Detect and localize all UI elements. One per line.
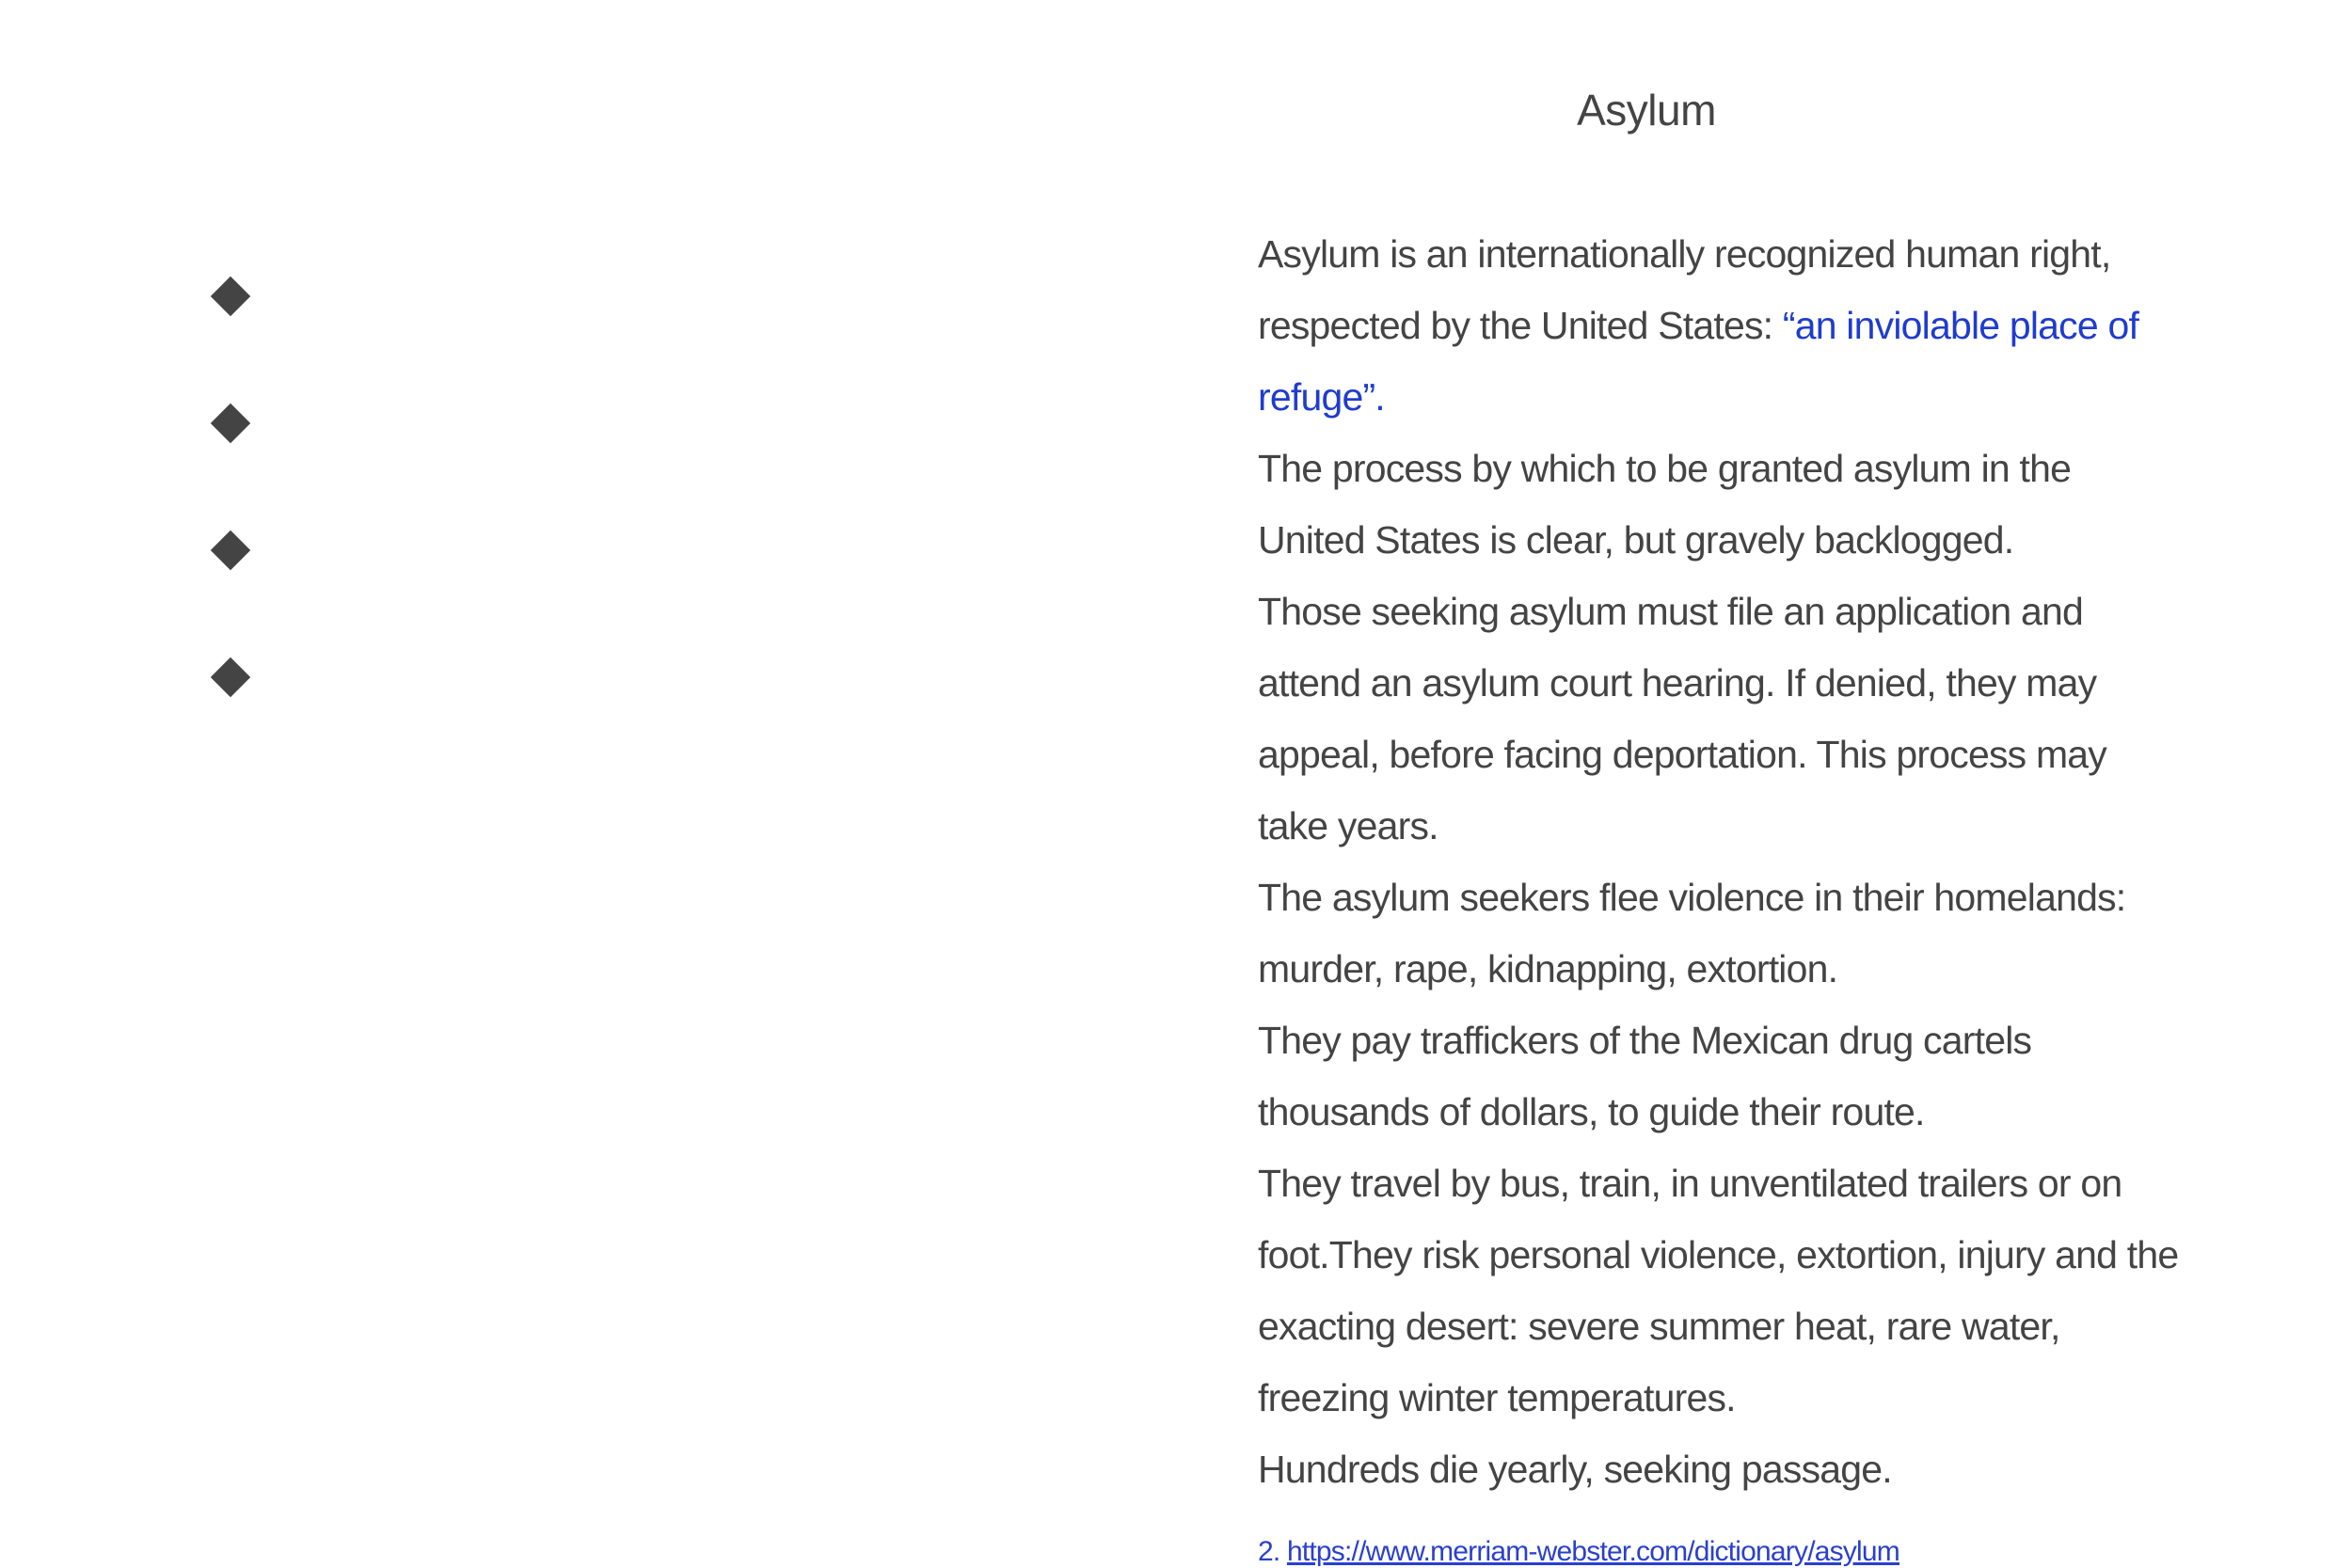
paragraph-application: Those seeking asylum must file an application and attend an asylum court hearing. If denied, they may appeal, before facing deportation. This process may take years. — [1258, 590, 2107, 847]
definition-quote: “an inviolable place of refuge”. — [1258, 304, 2139, 419]
paragraph-violence: The asylum seekers flee violence in their homelands: murder, rape, kidnapping, extortion. — [1258, 876, 2126, 990]
footnote-link[interactable]: https://www.merriam-webster.com/dictionary/asylum — [1286, 1536, 1899, 1567]
paragraph-process: The process by which to be granted asylum in the United States is clear, but gravely backlogged. — [1258, 447, 2072, 562]
diamond-bullet-icon — [211, 404, 250, 443]
paragraph-travel: They travel by bus, train, in unventilated trailers or on foot.They risk personal violence, extortion, injury and the exacting desert: severe summer heat, rare water, freezing winter temperatures. — [1258, 1162, 2179, 1419]
footnote-number: 2. — [1258, 1536, 1287, 1567]
diamond-bullet-icon — [211, 277, 250, 316]
paragraph-deaths: Hundreds die yearly, seeking passage. — [1258, 1448, 1892, 1491]
paragraph-traffickers: They pay traffickers of the Mexican drug cartels thousands of dollars, to guide their route. — [1258, 1019, 2032, 1133]
footnote — [1258, 1536, 1899, 1568]
diamond-bullet-icon — [211, 531, 250, 570]
diamond-bullet-icon — [211, 657, 250, 697]
paragraph-definition — [1258, 218, 2180, 433]
paragraph-definition-text: Asylum is an internationally recognized human right, respected by the United States: — [1258, 232, 2111, 347]
body-text — [1258, 218, 2180, 1505]
page-title: Asylum — [1577, 86, 1716, 135]
